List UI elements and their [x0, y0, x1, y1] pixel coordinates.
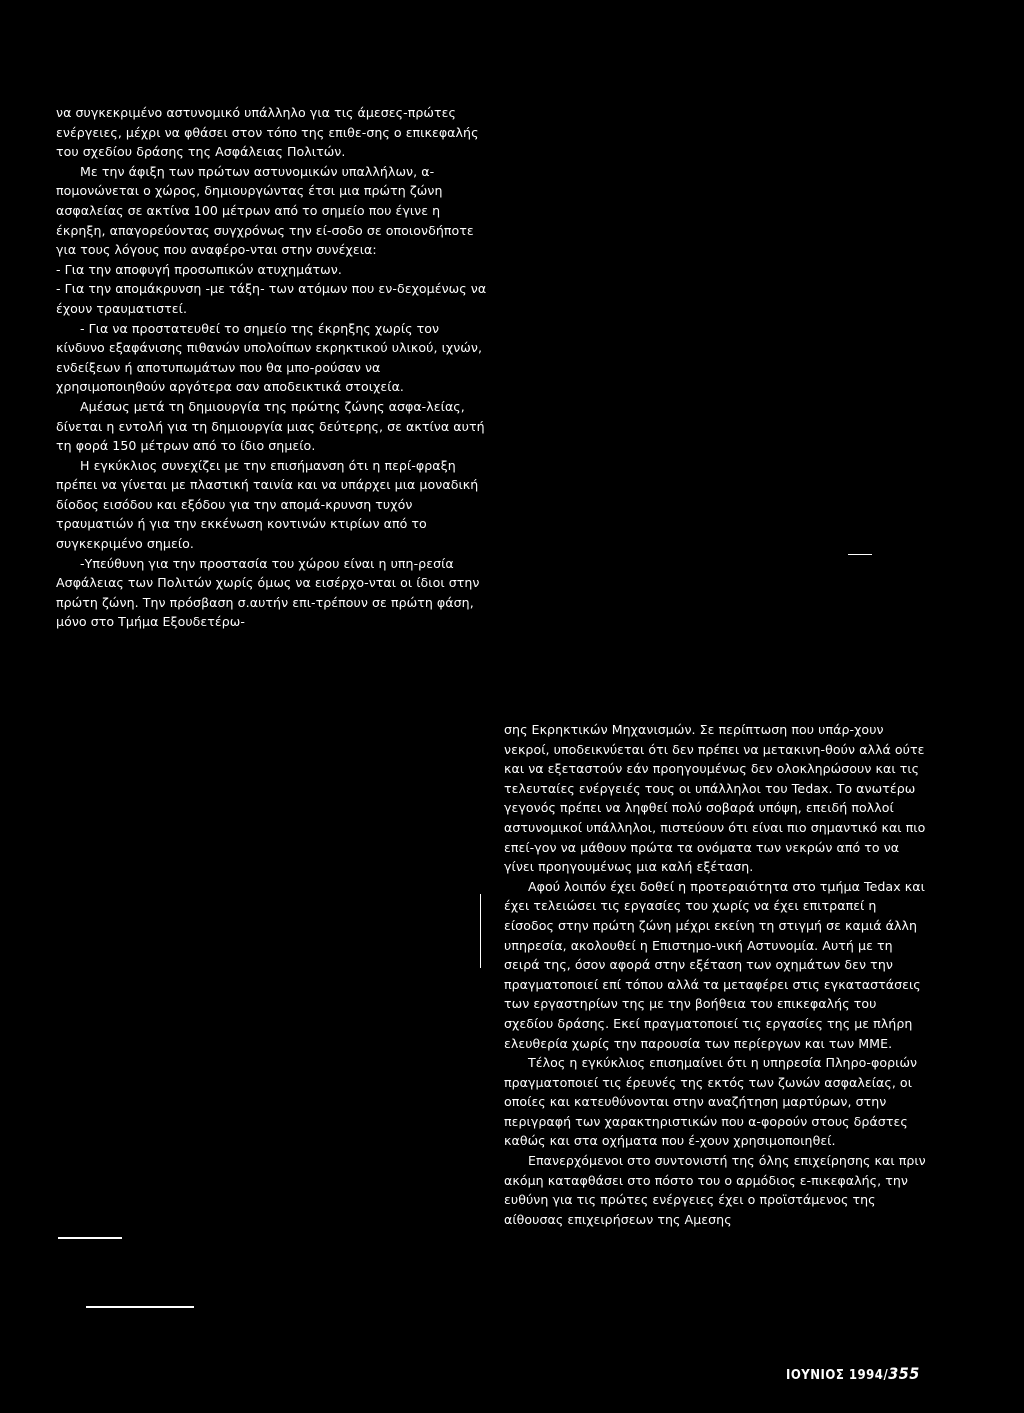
paragraph: - Για να προστατευθεί το σημείο της έκρηξης χωρίς τον κίνδυνο εξαφάνισης πιθανών υπολοίπων εκρηκτικού υλικού, ιχνών, ενδείξεων ή αποτυπωμάτων που θα μπο-ρούσαν να χρησιμοποιηθούν αργότερα σαν αποδεικτικά στοιχεία. [56, 320, 483, 395]
decorative-rule [86, 1306, 194, 1308]
right-text-column [504, 720, 928, 1229]
paragraph: σης Εκρηκτικών Μηχανισμών. Σε περίπτωση που υπάρ-χουν νεκροί, υποδεικνύεται ότι δεν πρέπει να μετακινη-θούν αλλά ούτε και να εξεταστούν εάν προηγουμένως δεν ολοκληρώσουν και τις τελευταίες ενέργειές τους οι υπάλληλοι του Tedax. Το ανωτέρω γεγονός πρέπει να ληφθεί πολύ σοβαρά υπόψη, επειδή πολλοί αστυνομικοί υπάλληλοι, πιστεύουν ότι είναι πιο σημαντικό και πιο επεί-γον να μάθουν πρώτα τα ονόματα των νεκρών από το να γίνει προηγουμένως μια καλή εξέταση. [504, 722, 926, 875]
paragraph: Η εγκύκλιος συνεχίζει με την επισήμανση ότι η περί-φραξη πρέπει να γίνεται με πλαστική ταινία και να υπάρχει μια μοναδική δίοδος εισόδου και εξόδου για την απομά-κρυνση τυχόν τραυματιών ή για την εκκένωση κοντινών κτιρίων από το συγκεκριμένο σημείο. [56, 457, 479, 552]
decorative-rule [480, 894, 481, 968]
paragraph: -Υπεύθυνη για την προστασία του χώρου είναι η υπη-ρεσία Ασφάλειας των Πολιτών χωρίς όμως να εισέρχο-νται οι ίδιοι στην πρώτη ζώνη. Την πρόσβαση σ.αυτήν επι-τρέπουν σε πρώτη φάση, μόνο στο Τμήμα Εξουδετέρω- [56, 555, 480, 630]
paragraph: Αμέσως μετά τη δημιουργία της πρώτης ζώνης ασφα-λείας, δίνεται η εντολή για τη δημιουργία μιας δεύτερης, σε ακτίνα αυτή τη φορά 150 μέτρων από το ίδιο σημείο. [56, 398, 485, 454]
paragraph: Επανερχόμενοι στο συντονιστή της όλης επιχείρησης και πριν ακόμη καταφθάσει στο πόστο του ο αρμόδιος ε-πικεφαλής, την ευθύνη για τις πρώτες ενέργειες έχει ο προϊστάμενος της αίθουσας επιχειρήσεων της Αμεσης [504, 1153, 926, 1227]
paragraph: να συγκεκριμένο αστυνομικό υπάλληλο για τις άμεσες-πρώτες ενέργειες, μέχρι να φθάσει στον τόπο της επιθε-σης ο επικεφαλής του σχεδίου δράσης της Ασφάλειας Πολιτών. [56, 105, 479, 160]
paragraph: - Για την απομάκρυνση -με τάξη- των ατόμων που εν-δεχομένως να έχουν τραυματιστεί. [56, 281, 487, 316]
paragraph: Με την άφιξη των πρώτων αστυνομικών υπαλλήλων, α-πομονώνεται ο χώρος, δημιουργώντας έτσι μια πρώτη ζώνη ασφαλείας σε ακτίνα 100 μέτρων από το σημείο που έγινε η έκρηξη, απαγορεύοντας συγχρόνως την εί-σοδο σε οποιονδήποτε για τους λόγους που αναφέρο-νται στην συνέχεια: [56, 163, 474, 258]
decorative-rule [848, 554, 872, 555]
page-footer [786, 1364, 920, 1383]
paragraph: Αφού λοιπόν έχει δοθεί η προτεραιότητα στο τμήμα Tedax και έχει τελειώσει τις εργασίες του χωρίς να έχει επιτραπεί η είσοδος στην πρώτη ζώνη μέχρι εκείνη τη στιγμή σε καμιά άλλη υπηρεσία, ακολουθεί η Επιστημο-νική Αστυνομία. Αυτή με τη σειρά της, όσον αφορά στην εξέταση των οχημάτων δεν την πραγματοποιεί επί τόπου αλλά τα μεταφέρει στις εγκαταστάσεις των εργαστηρίων της με την βοήθεια του επικεφαλής του σχεδίου δράσης. Εκεί πραγματοποιεί τις εργασίες της με πλήρη ελευθερία χωρίς την παρουσία των περίεργων και των ΜΜΕ. [504, 878, 925, 1051]
decorative-rule [58, 1237, 122, 1239]
paragraph: Τέλος η εγκύκλιος επισημαίνει ότι η υπηρεσία Πληρο-φοριών πραγματοποιεί τις έρευνές της εκτός των ζωνών ασφαλείας, οι οποίες και κατευθύνονται στην αναζήτηση μαρτύρων, στην περιγραφή των χαρακτηριστικών που α-φορούν στους δράστες καθώς και στα οχήματα που έ-χουν χρησιμοποιηθεί. [504, 1055, 918, 1149]
paragraph: - Για την αποφυγή προσωπικών ατυχημάτων. [56, 261, 342, 277]
issue-date: ΙΟΥΝΙΟΣ 1994/ [786, 1368, 889, 1383]
page-number: 355 [888, 1364, 920, 1383]
left-text-column [56, 103, 488, 632]
